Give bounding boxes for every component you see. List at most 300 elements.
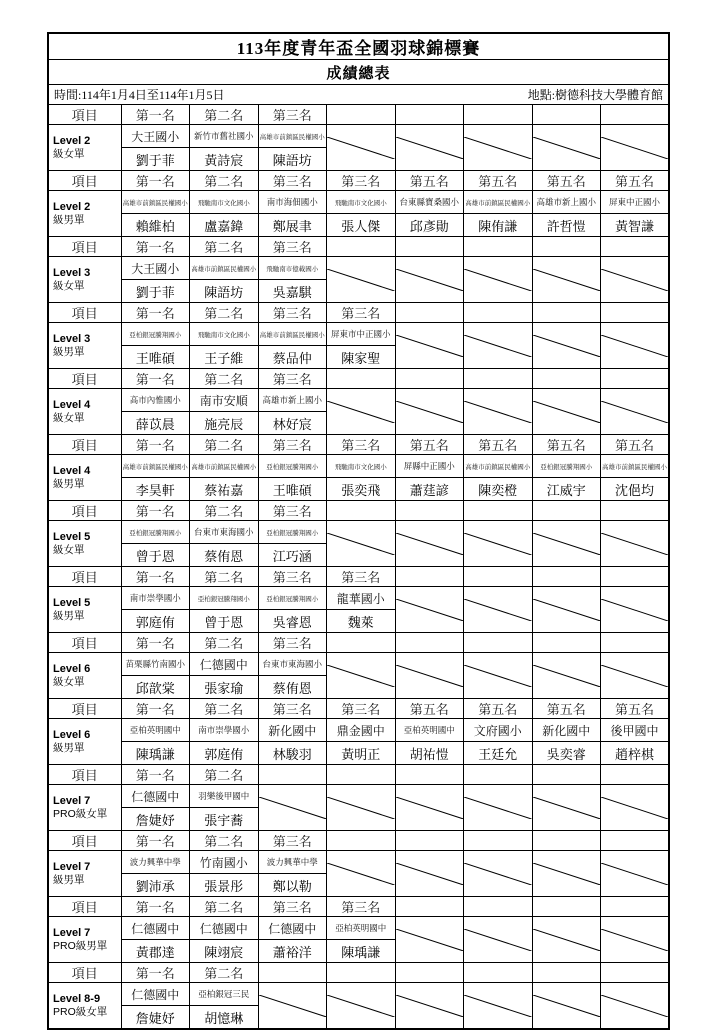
info-row bbox=[48, 85, 669, 105]
section-school-row bbox=[48, 719, 669, 742]
winner-school: 仁德國中 bbox=[258, 917, 327, 940]
event-category: PRO級女單 bbox=[53, 1006, 108, 1018]
column-header-item: 項目 bbox=[48, 897, 121, 917]
empty-cell-diagonal bbox=[395, 323, 464, 369]
winner-player: 王子維 bbox=[190, 346, 259, 369]
section-header-row bbox=[48, 435, 669, 455]
winner-school: 亞柏銀冠騰翔國小 bbox=[121, 521, 190, 544]
empty-cell-diagonal bbox=[395, 785, 464, 831]
diagonal-line bbox=[327, 533, 395, 555]
column-header-place: 第二名 bbox=[190, 633, 259, 653]
column-header-place: 第三名 bbox=[258, 699, 327, 719]
diagonal-line bbox=[533, 797, 601, 819]
column-header-place: 第三名 bbox=[327, 303, 396, 323]
winner-school: 亞柏英明國中 bbox=[327, 917, 396, 940]
column-header-place: 第一名 bbox=[121, 699, 190, 719]
diagonal-line bbox=[533, 929, 601, 951]
winner-school: 飛馳南市文化國小 bbox=[327, 191, 396, 214]
column-header-place: 第五名 bbox=[464, 699, 533, 719]
empty-cell-diagonal bbox=[258, 983, 327, 1030]
winner-school: 飛馳南市文化國小 bbox=[190, 323, 259, 346]
column-header-item: 項目 bbox=[48, 501, 121, 521]
empty-cell-diagonal bbox=[395, 389, 464, 435]
winner-player: 吳奕睿 bbox=[532, 742, 601, 765]
column-header-place: 第二名 bbox=[190, 303, 259, 323]
report-subtitle: 成績總表 bbox=[48, 60, 669, 85]
winner-player: 魏萊 bbox=[327, 610, 396, 633]
column-header-place: 第二名 bbox=[190, 105, 259, 125]
winner-school: 苗栗縣竹南國小 bbox=[121, 653, 190, 676]
diagonal-line bbox=[327, 995, 395, 1017]
winner-player: 賴維柏 bbox=[121, 214, 190, 237]
winner-school: 亞柏銀冠三民 bbox=[190, 983, 259, 1006]
winner-school: 羽樂後甲國中 bbox=[190, 785, 259, 808]
winner-school: 高雄市前鎮區民權國小 bbox=[121, 455, 190, 478]
winner-school: 新化國中 bbox=[532, 719, 601, 742]
event-level-cell bbox=[48, 851, 121, 897]
diagonal-line bbox=[601, 995, 668, 1017]
diagonal-line bbox=[396, 929, 464, 951]
winner-player: 許哲愷 bbox=[532, 214, 601, 237]
winner-school: 波力興華中學 bbox=[121, 851, 190, 874]
empty-cell-diagonal bbox=[327, 389, 396, 435]
column-header-place: 第二名 bbox=[190, 567, 259, 587]
column-header-item: 項目 bbox=[48, 303, 121, 323]
empty-cell-diagonal bbox=[601, 587, 670, 633]
column-header-place: 第五名 bbox=[395, 171, 464, 191]
empty-cell-diagonal bbox=[532, 257, 601, 303]
column-header-empty bbox=[395, 303, 464, 323]
column-header-empty bbox=[464, 963, 533, 983]
empty-cell-diagonal bbox=[601, 125, 670, 171]
empty-cell-diagonal bbox=[395, 125, 464, 171]
empty-cell-diagonal bbox=[327, 851, 396, 897]
event-category: 級男單 bbox=[53, 346, 85, 358]
column-header-empty bbox=[327, 105, 396, 125]
winner-player: 陳家聖 bbox=[327, 346, 396, 369]
column-header-place: 第三名 bbox=[258, 171, 327, 191]
column-header-empty bbox=[395, 633, 464, 653]
empty-cell-diagonal bbox=[532, 983, 601, 1030]
event-time: 時間:114年1月4日至114年1月5日 bbox=[54, 88, 225, 102]
column-header-place: 第二名 bbox=[190, 765, 259, 785]
empty-cell-diagonal bbox=[601, 323, 670, 369]
column-header-place: 第三名 bbox=[258, 237, 327, 257]
winner-player: 張奕飛 bbox=[327, 478, 396, 501]
winner-player: 鄭展聿 bbox=[258, 214, 327, 237]
event-level-cell bbox=[48, 983, 121, 1030]
winner-school: 飛馳南市文化國小 bbox=[327, 455, 396, 478]
event-level-cell bbox=[48, 653, 121, 699]
winner-school: 屏東中正國小 bbox=[601, 191, 670, 214]
column-header-place: 第三名 bbox=[258, 369, 327, 389]
section-school-row bbox=[48, 653, 669, 676]
winner-player: 趙梓棋 bbox=[601, 742, 670, 765]
column-header-place: 第一名 bbox=[121, 501, 190, 521]
empty-cell-diagonal bbox=[464, 323, 533, 369]
column-header-place: 第三名 bbox=[258, 435, 327, 455]
column-header-place: 第一名 bbox=[121, 897, 190, 917]
column-header-place: 第三名 bbox=[258, 897, 327, 917]
winner-player: 黃詩宸 bbox=[190, 148, 259, 171]
section-name-row bbox=[48, 742, 669, 765]
diagonal-line bbox=[601, 533, 668, 555]
results-table bbox=[47, 32, 670, 1030]
column-header-empty bbox=[601, 765, 670, 785]
diagonal-line bbox=[533, 335, 601, 357]
winner-player: 張宇蕎 bbox=[190, 808, 259, 831]
event-category: 級男單 bbox=[53, 478, 85, 490]
diagonal-line bbox=[464, 137, 532, 159]
winner-player: 邱彥勛 bbox=[395, 214, 464, 237]
winner-school: 亞柏銀冠騰翔國小 bbox=[121, 323, 190, 346]
event-level-cell bbox=[48, 125, 121, 171]
empty-cell-diagonal bbox=[532, 851, 601, 897]
empty-cell-diagonal bbox=[395, 587, 464, 633]
winner-player: 曾于恩 bbox=[121, 544, 190, 567]
section-school-row bbox=[48, 323, 669, 346]
subtitle-row bbox=[48, 60, 669, 85]
column-header-place: 第一名 bbox=[121, 963, 190, 983]
event-level-cell bbox=[48, 257, 121, 303]
column-header-empty bbox=[327, 765, 396, 785]
column-header-empty bbox=[532, 765, 601, 785]
empty-cell-diagonal bbox=[395, 257, 464, 303]
winner-school: 台東市東海國小 bbox=[190, 521, 259, 544]
winner-player: 胡祐愷 bbox=[395, 742, 464, 765]
diagonal-line bbox=[533, 863, 601, 885]
diagonal-line bbox=[327, 863, 395, 885]
diagonal-line bbox=[259, 797, 327, 819]
diagonal-line bbox=[396, 137, 464, 159]
section-school-row bbox=[48, 389, 669, 412]
column-header-item: 項目 bbox=[48, 633, 121, 653]
winner-school: 飛馳南市億載國小 bbox=[258, 257, 327, 280]
empty-cell-diagonal bbox=[327, 257, 396, 303]
winner-player: 劉于菲 bbox=[121, 148, 190, 171]
section-header-row bbox=[48, 699, 669, 719]
empty-cell-diagonal bbox=[532, 785, 601, 831]
event-level: Level 2 bbox=[53, 201, 91, 213]
empty-cell-diagonal bbox=[601, 851, 670, 897]
winner-school: 亞柏英明國中 bbox=[121, 719, 190, 742]
event-level: Level 2 bbox=[53, 135, 91, 147]
event-category: PRO級男單 bbox=[53, 940, 108, 952]
section-school-row bbox=[48, 521, 669, 544]
column-header-place: 第一名 bbox=[121, 765, 190, 785]
empty-cell-diagonal bbox=[464, 389, 533, 435]
diagonal-line bbox=[327, 665, 395, 687]
column-header-place: 第三名 bbox=[258, 633, 327, 653]
winner-school: 高雄市前鎮區民權國小 bbox=[121, 191, 190, 214]
event-level: Level 8-9 bbox=[53, 993, 101, 1005]
column-header-empty bbox=[532, 237, 601, 257]
column-header-place: 第二名 bbox=[190, 435, 259, 455]
column-header-empty bbox=[327, 501, 396, 521]
column-header-item: 項目 bbox=[48, 831, 121, 851]
column-header-place: 第二名 bbox=[190, 171, 259, 191]
diagonal-line bbox=[396, 533, 464, 555]
winner-player: 鄭以勒 bbox=[258, 874, 327, 897]
column-header-place: 第一名 bbox=[121, 567, 190, 587]
empty-cell-diagonal bbox=[327, 653, 396, 699]
diagonal-line bbox=[464, 929, 532, 951]
event-category: 級男單 bbox=[53, 874, 85, 886]
diagonal-line bbox=[259, 995, 327, 1017]
diagonal-line bbox=[601, 137, 668, 159]
section-header-row bbox=[48, 831, 669, 851]
winner-player: 吳睿恩 bbox=[258, 610, 327, 633]
column-header-empty bbox=[395, 567, 464, 587]
diagonal-line bbox=[464, 665, 532, 687]
winner-school: 高雄市前鎮區民權國小 bbox=[258, 323, 327, 346]
event-category: 級男單 bbox=[53, 610, 85, 622]
section-school-row bbox=[48, 983, 669, 1006]
column-header-empty bbox=[532, 501, 601, 521]
winner-school: 高雄市前鎮區民權國小 bbox=[464, 455, 533, 478]
column-header-place: 第三名 bbox=[258, 303, 327, 323]
winner-player: 邱歆棠 bbox=[121, 676, 190, 699]
diagonal-line bbox=[396, 335, 464, 357]
diagonal-line bbox=[464, 797, 532, 819]
empty-cell-diagonal bbox=[464, 983, 533, 1030]
diagonal-line bbox=[601, 269, 668, 291]
diagonal-line bbox=[601, 599, 668, 621]
empty-cell-diagonal bbox=[532, 587, 601, 633]
section-school-row bbox=[48, 125, 669, 148]
winner-player: 劉沛承 bbox=[121, 874, 190, 897]
column-header-place: 第三名 bbox=[327, 567, 396, 587]
winner-player: 王唯碩 bbox=[258, 478, 327, 501]
event-category: 級男單 bbox=[53, 742, 85, 754]
empty-cell-diagonal bbox=[601, 983, 670, 1030]
winner-player: 王廷允 bbox=[464, 742, 533, 765]
results-sheet bbox=[47, 32, 668, 1030]
diagonal-line bbox=[533, 533, 601, 555]
section-header-row bbox=[48, 237, 669, 257]
column-header-place: 第三名 bbox=[327, 435, 396, 455]
column-header-empty bbox=[601, 963, 670, 983]
column-header-empty bbox=[601, 369, 670, 389]
column-header-empty bbox=[601, 303, 670, 323]
winner-player: 詹婕妤 bbox=[121, 1006, 190, 1030]
winner-player: 林好宸 bbox=[258, 412, 327, 435]
column-header-empty bbox=[464, 897, 533, 917]
empty-cell-diagonal bbox=[532, 917, 601, 963]
diagonal-line bbox=[327, 137, 395, 159]
section-header-row bbox=[48, 567, 669, 587]
diagonal-line bbox=[533, 995, 601, 1017]
winner-school: 高雄市前鎮區民權國小 bbox=[601, 455, 670, 478]
column-header-place: 第五名 bbox=[601, 699, 670, 719]
winner-school: 仁德國中 bbox=[121, 917, 190, 940]
event-level: Level 7 bbox=[53, 795, 91, 807]
winner-school: 仁德國中 bbox=[121, 785, 190, 808]
column-header-empty bbox=[327, 369, 396, 389]
column-header-empty bbox=[601, 633, 670, 653]
winner-school: 仁德國中 bbox=[121, 983, 190, 1006]
event-level-cell bbox=[48, 191, 121, 237]
event-level-cell bbox=[48, 587, 121, 633]
section-school-row bbox=[48, 257, 669, 280]
empty-cell-diagonal bbox=[258, 785, 327, 831]
empty-cell-diagonal bbox=[532, 125, 601, 171]
column-header-empty bbox=[258, 765, 327, 785]
winner-school: 高雄市新上國小 bbox=[532, 191, 601, 214]
diagonal-line bbox=[533, 599, 601, 621]
column-header-item: 項目 bbox=[48, 567, 121, 587]
winner-school: 亞柏銀冠騰翔國小 bbox=[190, 587, 259, 610]
winner-player: 蔡侑恩 bbox=[258, 676, 327, 699]
winner-school: 飛馳南市文化國小 bbox=[190, 191, 259, 214]
empty-cell-diagonal bbox=[327, 785, 396, 831]
diagonal-line bbox=[396, 665, 464, 687]
column-header-place: 第一名 bbox=[121, 105, 190, 125]
diagonal-line bbox=[601, 665, 668, 687]
column-header-place: 第五名 bbox=[532, 435, 601, 455]
winner-player: 張人傑 bbox=[327, 214, 396, 237]
column-header-empty bbox=[532, 567, 601, 587]
event-category: 級男單 bbox=[53, 214, 85, 226]
diagonal-line bbox=[533, 137, 601, 159]
winner-player: 郭庭侑 bbox=[121, 610, 190, 633]
event-level: Level 4 bbox=[53, 399, 91, 411]
empty-cell-diagonal bbox=[601, 257, 670, 303]
column-header-empty bbox=[395, 765, 464, 785]
winner-school: 竹南國小 bbox=[190, 851, 259, 874]
empty-cell-diagonal bbox=[464, 125, 533, 171]
section-header-row bbox=[48, 369, 669, 389]
winner-player: 劉于菲 bbox=[121, 280, 190, 303]
winner-player: 黃明正 bbox=[327, 742, 396, 765]
column-header-empty bbox=[601, 501, 670, 521]
winner-player: 曾于恩 bbox=[190, 610, 259, 633]
column-header-empty bbox=[395, 501, 464, 521]
column-header-place: 第二名 bbox=[190, 831, 259, 851]
diagonal-line bbox=[464, 995, 532, 1017]
event-category: 級女單 bbox=[53, 148, 85, 160]
winner-school: 大王國小 bbox=[121, 125, 190, 148]
winner-player: 蔡侑恩 bbox=[190, 544, 259, 567]
empty-cell-diagonal bbox=[327, 983, 396, 1030]
winner-school: 高雄市前鎮區民權國小 bbox=[258, 125, 327, 148]
event-level-cell bbox=[48, 719, 121, 765]
column-header-place: 第三名 bbox=[258, 105, 327, 125]
diagonal-line bbox=[396, 401, 464, 423]
section-school-row bbox=[48, 455, 669, 478]
column-header-place: 第五名 bbox=[601, 171, 670, 191]
column-header-place: 第五名 bbox=[532, 699, 601, 719]
column-header-empty bbox=[395, 105, 464, 125]
empty-cell-diagonal bbox=[464, 785, 533, 831]
column-header-empty bbox=[395, 369, 464, 389]
column-header-empty bbox=[395, 831, 464, 851]
column-header-place: 第三名 bbox=[258, 831, 327, 851]
event-level-cell bbox=[48, 521, 121, 567]
column-header-empty bbox=[532, 369, 601, 389]
event-level: Level 4 bbox=[53, 465, 91, 477]
winner-player: 陳瑀謙 bbox=[121, 742, 190, 765]
empty-cell-diagonal bbox=[532, 323, 601, 369]
winner-school: 新竹市舊社國小 bbox=[190, 125, 259, 148]
winner-player: 吳嘉騏 bbox=[258, 280, 327, 303]
winner-player: 黃智謙 bbox=[601, 214, 670, 237]
section-school-row bbox=[48, 785, 669, 808]
section-header-row bbox=[48, 963, 669, 983]
column-header-place: 第二名 bbox=[190, 237, 259, 257]
column-header-empty bbox=[532, 963, 601, 983]
event-category: 級女單 bbox=[53, 280, 85, 292]
column-header-empty bbox=[532, 105, 601, 125]
winner-school: 高市內惟國小 bbox=[121, 389, 190, 412]
empty-cell-diagonal bbox=[601, 785, 670, 831]
winner-player: 蔡祐嘉 bbox=[190, 478, 259, 501]
winner-player: 郭庭侑 bbox=[190, 742, 259, 765]
diagonal-line bbox=[533, 665, 601, 687]
winner-school: 南市安順 bbox=[190, 389, 259, 412]
column-header-item: 項目 bbox=[48, 171, 121, 191]
winner-school: 後甲國中 bbox=[601, 719, 670, 742]
winner-player: 薛苡晨 bbox=[121, 412, 190, 435]
column-header-place: 第二名 bbox=[190, 369, 259, 389]
column-header-empty bbox=[601, 237, 670, 257]
winner-school: 南市崇學國小 bbox=[190, 719, 259, 742]
event-level: Level 7 bbox=[53, 927, 91, 939]
tournament-title: 113年度青年盃全國羽球錦標賽 bbox=[48, 33, 669, 60]
empty-cell-diagonal bbox=[532, 653, 601, 699]
winner-player: 詹婕妤 bbox=[121, 808, 190, 831]
diagonal-line bbox=[464, 599, 532, 621]
column-header-empty bbox=[464, 303, 533, 323]
empty-cell-diagonal bbox=[464, 521, 533, 567]
winner-player: 陳語坊 bbox=[258, 148, 327, 171]
winner-school: 南市海佃國小 bbox=[258, 191, 327, 214]
empty-cell-diagonal bbox=[464, 851, 533, 897]
column-header-place: 第一名 bbox=[121, 171, 190, 191]
event-level-cell bbox=[48, 917, 121, 963]
winner-school: 亞柏銀冠騰翔國小 bbox=[258, 587, 327, 610]
column-header-place: 第二名 bbox=[190, 699, 259, 719]
column-header-empty bbox=[532, 303, 601, 323]
column-header-place: 第五名 bbox=[395, 699, 464, 719]
event-category: 級女單 bbox=[53, 412, 85, 424]
winner-school: 台東市東海國小 bbox=[258, 653, 327, 676]
section-school-row bbox=[48, 191, 669, 214]
column-header-empty bbox=[601, 831, 670, 851]
winner-player: 盧嘉鍏 bbox=[190, 214, 259, 237]
winner-school: 高雄市前鎮區民權國小 bbox=[190, 257, 259, 280]
winner-school: 新化國中 bbox=[258, 719, 327, 742]
column-header-item: 項目 bbox=[48, 435, 121, 455]
column-header-empty bbox=[327, 831, 396, 851]
column-header-place: 第三名 bbox=[258, 501, 327, 521]
event-level-cell bbox=[48, 785, 121, 831]
column-header-place: 第二名 bbox=[190, 897, 259, 917]
diagonal-line bbox=[601, 863, 668, 885]
column-header-place: 第一名 bbox=[121, 435, 190, 455]
diagonal-line bbox=[396, 599, 464, 621]
winner-player: 陳語坊 bbox=[190, 280, 259, 303]
column-header-empty bbox=[395, 897, 464, 917]
winner-player: 陳奕橙 bbox=[464, 478, 533, 501]
section-header-row bbox=[48, 501, 669, 521]
winner-school: 屏東市中正國小 bbox=[327, 323, 396, 346]
empty-cell-diagonal bbox=[327, 521, 396, 567]
column-header-place: 第一名 bbox=[121, 831, 190, 851]
column-header-empty bbox=[327, 963, 396, 983]
column-header-place: 第三名 bbox=[327, 897, 396, 917]
winner-player: 李昊軒 bbox=[121, 478, 190, 501]
